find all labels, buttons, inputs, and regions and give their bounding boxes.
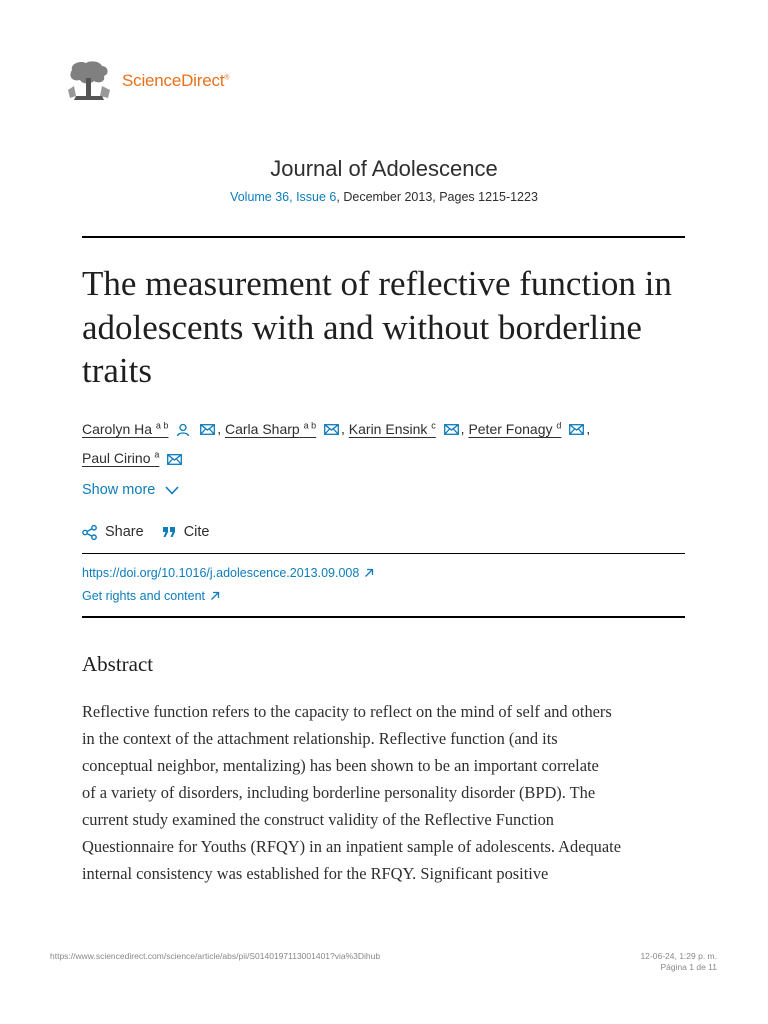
person-icon[interactable] — [176, 423, 190, 437]
abstract-text — [82, 698, 687, 887]
abstract-line: Questionnaire for Youths (RFQY) in an inpatient sample of adolescents. Adequate — [82, 837, 621, 856]
share-label: Share — [105, 524, 144, 540]
abstract-divider — [82, 616, 685, 618]
rights-text: Get rights and content — [82, 589, 205, 603]
quote-icon — [162, 526, 176, 538]
show-more-button[interactable] — [82, 482, 179, 498]
doi-text: https://doi.org/10.1016/j.adolescence.2013.09.008 — [82, 566, 360, 580]
share-icon — [82, 525, 97, 540]
author-link[interactable]: Peter Fonagy $^d$ — [468, 420, 562, 437]
abstract-line: in the context of the attachment relationship. Reflective function (and its — [82, 729, 558, 748]
chevron-down-icon — [165, 486, 179, 495]
volume-line — [0, 190, 768, 204]
footer-meta — [640, 951, 717, 973]
rights-link[interactable] — [82, 589, 220, 603]
external-link-icon — [364, 568, 374, 578]
author-list: Carolyn Ha $^{a b}$ , Carla Sharp $^{a b}$ , Karin Ensink $^c$ , Peter Fonagy $^d$ , Paul Cirino $^a$ — [82, 420, 591, 467]
article-actions — [82, 524, 228, 540]
volume-issue-link[interactable]: Volume 36, Issue 6 — [230, 190, 337, 204]
actions-divider — [82, 553, 685, 554]
email-icon[interactable] — [167, 454, 182, 465]
email-icon[interactable] — [200, 424, 215, 435]
footer-page-number: Página 1 de 11 — [660, 962, 717, 972]
show-more-label: Show more — [82, 482, 156, 498]
external-link-icon — [210, 591, 220, 601]
author-link[interactable]: Carla Sharp $^{a b}$ — [225, 420, 317, 437]
brand-mark: ® — [224, 74, 230, 82]
sciencedirect-logo[interactable] — [66, 60, 229, 102]
cite-label: Cite — [183, 524, 210, 540]
footer-timestamp: 12-06-24, 1:29 p. m. — [640, 951, 717, 961]
footer-url: https://www.sciencedirect.com/science/article/abs/pii/S0140197113001401?via%3Dihub — [50, 951, 381, 961]
journal-name[interactable]: Journal of Adolescence — [270, 156, 498, 181]
brand-name: ScienceDirect — [122, 71, 225, 90]
doi-link[interactable] — [82, 566, 374, 580]
email-icon[interactable] — [324, 424, 339, 435]
abstract-line: current study examined the construct validity of the Reflective Function — [82, 810, 555, 829]
author-link[interactable]: Carolyn Ha $^{a b}$ — [82, 420, 169, 437]
author-link[interactable]: Paul Cirino $^a$ — [82, 449, 160, 467]
date-pages: , December 2013, Pages 1215-1223 — [336, 190, 538, 204]
abstract-heading: Abstract — [82, 652, 154, 676]
elsevier-tree-icon — [66, 60, 112, 102]
abstract-line: conceptual neighbor, mentalizing) has been shown to be an important correlate — [82, 756, 599, 775]
email-icon[interactable] — [444, 424, 459, 435]
abstract-line: of a variety of disorders, including borderline personality disorder (BPD). The — [82, 783, 596, 802]
header-divider — [82, 236, 685, 238]
cite-button[interactable] — [162, 524, 210, 540]
author-link[interactable]: Karin Ensink $^c$ — [348, 420, 436, 437]
email-icon[interactable] — [569, 424, 584, 435]
share-button[interactable] — [82, 524, 144, 540]
abstract-line: internal consistency was established for the RFQY. Significant positive — [82, 864, 549, 883]
article-title: The measurement of reflective function in adolescents with and without borderline traits — [82, 264, 672, 390]
abstract-line: Reflective function refers to the capacity to reflect on the mind of self and others — [82, 702, 612, 721]
